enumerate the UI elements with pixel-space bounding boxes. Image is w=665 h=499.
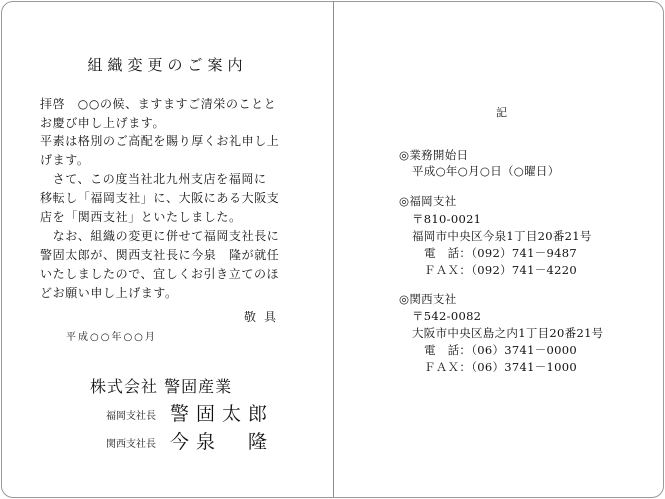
signatory-name: 警固太郎: [170, 403, 275, 425]
section-line: 大阪市中央区島之内1丁目20番21号: [412, 326, 604, 340]
body-line: どお願い申し上げます。: [40, 286, 178, 300]
section-line: 平成○年○月○日（○曜日）: [412, 164, 560, 178]
section-line: 〒542-0082: [412, 309, 482, 323]
folded-card: [1, 1, 664, 498]
section-label: ◎関西支社: [399, 292, 457, 306]
section-line: 電 話：（06）3741－0000: [424, 343, 578, 357]
section-line: ＦＡＸ：（092）741－4220: [424, 263, 578, 277]
body-line: いたしましたので、宜しくお引き立てのほ: [40, 267, 280, 281]
details-heading: 記: [496, 106, 507, 119]
fold-line: [333, 2, 334, 497]
body-line: げます。: [40, 153, 90, 167]
letter-title: 組織変更のご案内: [87, 56, 248, 74]
signatory-title: 関西支社長: [106, 439, 156, 450]
section-line: ＦＡＸ：（06）3741－1000: [424, 360, 578, 374]
body-line: さて、この度当社北九州支店を福岡に: [40, 172, 267, 186]
letter-date: 平成○○年○○月: [66, 332, 157, 343]
body-line: 警固太郎が、関西支社長に今泉 隆が就任: [40, 248, 280, 262]
body-line: 拝啓 ○○の候、ますますご清栄のことと: [40, 97, 277, 111]
signatory-title: 福岡支社長: [106, 411, 156, 422]
signatory-name: 今泉 隆: [170, 431, 275, 453]
body-line: 店を「関西支社」といたしました。: [40, 210, 242, 224]
section-label: ◎業務開始日: [399, 148, 469, 162]
section-line: 〒810-0021: [412, 212, 482, 226]
closing-phrase: 敬具: [244, 310, 285, 324]
section-line: 福岡市中央区今泉1丁目20番21号: [412, 229, 592, 243]
section-line: 電 話：（092）741－9487: [424, 246, 578, 260]
body-line: 平素は格別のご高配を賜り厚くお礼申し上: [40, 134, 280, 148]
body-line: お慶び申し上げます。: [40, 116, 166, 130]
body-line: なお、組織の変更に併せて福岡支社長に: [40, 229, 280, 243]
company-name: 株式会社 警固産業: [90, 377, 233, 396]
body-line: 移転し「福岡支社」に、大阪にある大阪支: [40, 191, 280, 205]
section-label: ◎福岡支社: [399, 194, 457, 208]
